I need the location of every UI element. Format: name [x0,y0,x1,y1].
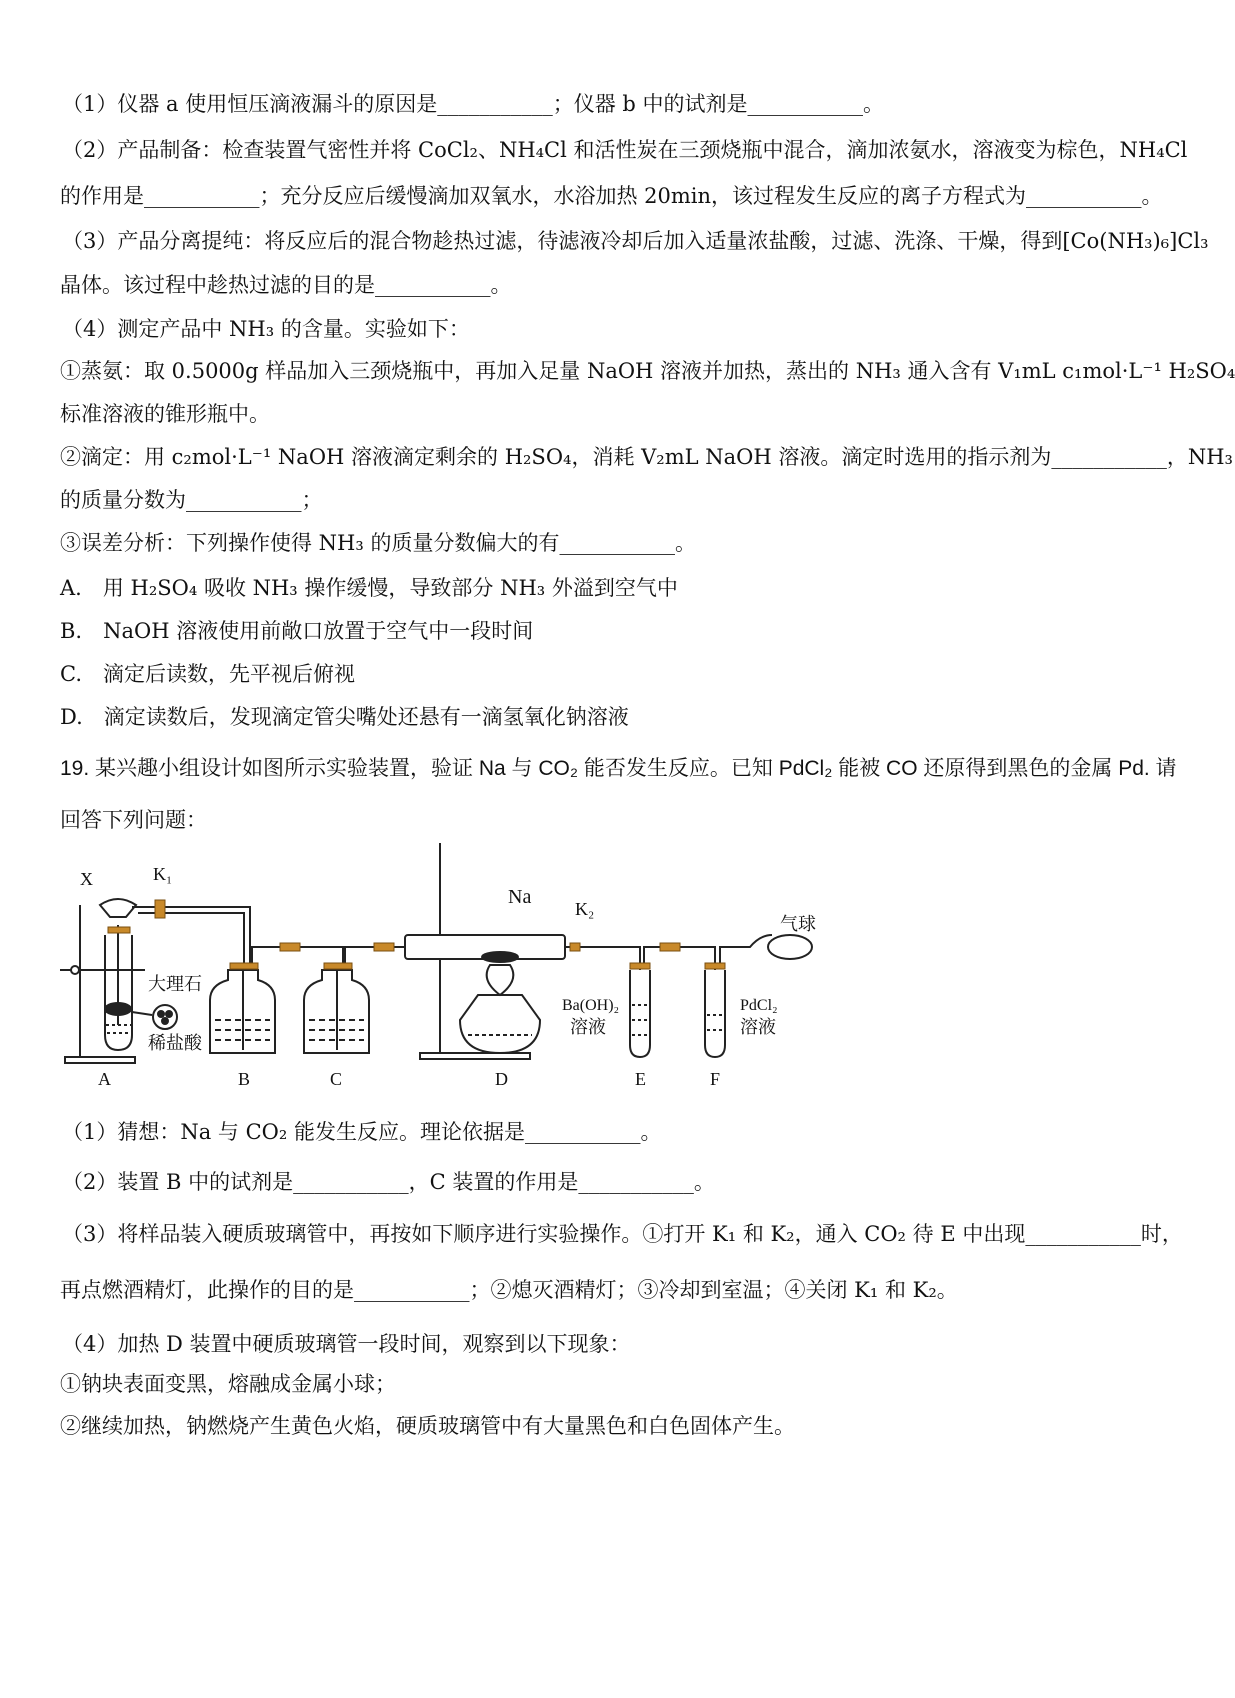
q18-option-a: A. 用 H₂SO₄ 吸收 NH₃ 操作缓慢，导致部分 NH₃ 外溢到空气中 [60,576,678,600]
q19-part1: （1）猜想：Na 与 CO₂ 能发生反应。理论依据是___________。 [62,1120,662,1144]
label-marble: 大理石 [148,974,202,994]
q18-part2-line1: （2）产品制备：检查装置气密性并将 CoCl₂、NH₄Cl 和活性炭在三颈烧瓶中混合，滴加浓氨水，溶液变为棕色，NH₄Cl [62,138,1188,162]
label-baoh2: Ba(OH)₂ [562,997,620,1014]
label-x: X [80,869,93,889]
q18-part3-line1: （3）产品分离提纯：将反应后的混合物趁热过滤，待滤液冷却后加入适量浓盐酸，过滤、洗涤、干燥，得到[Co(NH₃)₆]Cl₃ [62,229,1209,253]
q18-step1-line1: ①蒸氨：取 0.5000g 样品加入三颈烧瓶中，再加入足量 NaOH 溶液并加热，蒸出的 NH₃ 通入含有 V₁mL c₁mol·L⁻¹ H₂SO₄ [60,359,1235,383]
q19-intro-line2: 回答下列问题： [60,808,207,832]
test-tube-f [705,970,725,1057]
q18-part4: （4）测定产品中 NH₃ 的含量。实验如下： [62,317,470,341]
q19-part4: （4）加热 D 装置中硬质玻璃管一段时间，观察到以下现象： [62,1332,631,1356]
q19-intro-line1: 19. 某兴趣小组设计如图所示实验装置，验证 Na 与 CO₂ 能否发生反应。已知 PdCl₂ 能被 CO 还原得到黑色的金属 Pd. 请 [60,757,1177,780]
alcohol-lamp [460,995,540,1053]
label-k2: K₂ [575,899,595,919]
sodium-sample [482,952,518,962]
q18-part2-line2: 的作用是___________；充分反应后缓慢滴加双氧水，水浴加热 20min，该过程发生反应的离子方程式为___________。 [60,184,1163,208]
q19-part3-line2: 再点燃酒精灯，此操作的目的是___________；②熄灭酒精灯；③冷却到室温；④关闭 K₁ 和 K₂。 [60,1278,958,1302]
q18-option-d: D. 滴定读数后，发现滴定管尖嘴处还悬有一滴氢氧化钠溶液 [60,705,629,729]
label-baoh2-solution: 溶液 [570,1017,606,1037]
q18-part1: （1）仪器 a 使用恒压滴液漏斗的原因是___________；仪器 b 中的试剂是___________。 [62,92,885,116]
q18-step2-line1: ②滴定：用 c₂mol·L⁻¹ NaOH 溶液滴定剩余的 H₂SO₄，消耗 V₂mL NaOH 溶液。滴定时选用的指示剂为___________，NH₃ [60,445,1233,469]
label-pdcl2-solution: 溶液 [740,1017,776,1037]
balloon [768,935,812,959]
label-pdcl2: PdCl₂ [740,997,778,1014]
marble [105,1003,131,1015]
q18-option-c: C. 滴定后读数，先平视后俯视 [60,662,355,686]
label-balloon: 气球 [780,914,816,934]
label-na: Na [508,886,532,908]
test-tube-e [630,970,650,1057]
q18-step3: ③误差分析：下列操作使得 NH₃ 的质量分数偏大的有___________。 [60,531,696,555]
label-k1: K₁ [153,864,173,884]
label-c: C [330,1069,343,1089]
valve-k2 [570,943,580,951]
q19-part3-line1: （3）将样品装入硬质玻璃管中，再按如下顺序进行实验操作。①打开 K₁ 和 K₂，通入 CO₂ 待 E 中出现___________时， [62,1222,1183,1246]
label-b: B [238,1069,251,1089]
dropping-funnel [100,899,136,917]
label-a: A [98,1069,111,1089]
q19-observation-2: ②继续加热，钠燃烧产生黄色火焰，硬质玻璃管中有大量黑色和白色固体产生。 [60,1414,795,1438]
q18-part3-line2: 晶体。该过程中趁热过滤的目的是___________。 [60,273,512,297]
label-f: F [710,1069,721,1089]
label-d: D [495,1069,508,1089]
tube-f-balloon [720,935,772,967]
apparatus-figure [60,864,840,1095]
q18-step2-line2: 的质量分数为___________； [60,488,323,512]
label-acid: 稀盐酸 [148,1033,202,1053]
label-e: E [635,1069,646,1089]
stand-base [65,1057,135,1063]
q19-part2: （2）装置 B 中的试剂是___________，C 装置的作用是___________。 [62,1170,715,1194]
q19-observation-1: ①钠块表面变黑，熔融成金属小球； [60,1372,396,1396]
tube-a-b [132,907,250,970]
q18-option-b: B. NaOH 溶液使用前敞口放置于空气中一段时间 [60,619,534,643]
q18-step1-line2: 标准溶液的锥形瓶中。 [60,402,270,426]
valve-k1 [155,900,165,918]
